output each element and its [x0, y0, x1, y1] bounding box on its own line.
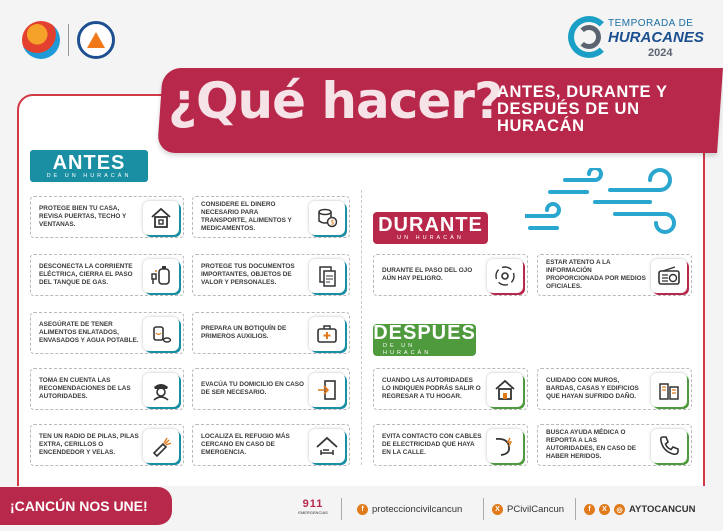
durante-tip-1: DURANTE EL PASO DEL OJO AÚN HAY PELIGRO. — [373, 254, 528, 296]
government-logos — [22, 20, 122, 60]
facebook-icon: f — [584, 504, 595, 515]
antes-tip-2: CONSIDERE EL DINERO NECESARIO PARA TRANSPORTE, ALIMENTOS Y MEDICAMENTOS. $ — [192, 196, 350, 238]
despues-tip-4: BUSCA AYUDA MÉDICA O REPORTA A LAS AUTORIDADES, EN CASO DE HABER HERIDOS. — [537, 424, 692, 466]
antes-tip-9: TEN UN RADIO DE PILAS, PILAS EXTRA, CERILLOS O ENCENDEDOR Y VELAS. — [30, 424, 184, 466]
hurricane-season-logo — [568, 14, 708, 62]
antes-tip-4: PROTEGE TUS DOCUMENTOS IMPORTANTES, OBJETOS DE VALOR Y PERSONALES. — [192, 254, 350, 296]
antes-title: ANTES — [52, 151, 126, 174]
x-handle: PCivilCancun — [507, 504, 565, 515]
despues-tip-2: CUIDADO CON MUROS, BARDAS, CASAS Y EDIFICIOS QUE HAYAN SUFRIDO DAÑO. — [537, 368, 692, 410]
antes-subtitle: DE UN HURACÁN — [46, 172, 132, 179]
exit-door-icon — [309, 373, 345, 407]
despues-tip-1: CUANDO LAS AUTORIDADES LO INDIQUEN PODRÁS SALIR O REGRESAR A TU HOGAR. — [373, 368, 528, 410]
svg-text:$: $ — [330, 218, 335, 227]
house-icon — [487, 373, 523, 407]
x-icon: X — [599, 504, 610, 515]
column-divider — [361, 190, 362, 465]
page-title: ¿Qué hacer? — [168, 72, 502, 130]
season-label: TEMPORADA DE — [608, 18, 694, 29]
antes-tip-1: PROTEGE BIEN TU CASA, REVISA PUERTAS, TECHO Y VENTANAS. — [30, 196, 184, 238]
wind-icon — [525, 168, 695, 238]
first-aid-kit-icon — [309, 317, 345, 351]
page-subtitle: ANTES, DURANTE Y DESPUÉS DE UN HURACÁN — [497, 83, 668, 135]
antes-tip-7: TOMA EN CUENTA LAS RECOMENDACIONES DE LAS AUTORIDADES. — [30, 368, 184, 410]
cancun-logo-icon — [22, 21, 60, 59]
antes-tip-5: ASEGÚRATE DE TENER ALIMENTOS ENLATADOS, ENVASADOS Y AGUA POTABLE. — [30, 312, 184, 354]
ayto-handle: AYTOCANCUN — [629, 504, 696, 515]
radio-icon — [651, 259, 687, 293]
phone-icon — [651, 429, 687, 463]
facebook-handle: proteccioncivilcancun — [372, 504, 463, 515]
facebook-link[interactable] — [357, 504, 462, 515]
durante-subtitle: UN HURACÁN — [397, 234, 464, 241]
emergency-number: 911 — [302, 498, 324, 510]
antes-tip-8: EVACÚA TU DOMICILIO EN CASO DE SER NECESARIO. — [192, 368, 350, 410]
coins-icon — [309, 201, 345, 235]
antes-tip-3: DESCONECTA LA CORRIENTE ELÉCTRICA, CIERRA EL PASO DEL TANQUE DE GAS. — [30, 254, 184, 296]
civil-protection-logo-icon — [77, 21, 115, 59]
emergency-911-badge — [298, 498, 328, 522]
durante-section-header — [373, 212, 488, 244]
despues-tip-3: EVITA CONTACTO CON CABLES DE ELECTRICIDAD QUE HAYA EN LA CALLE. — [373, 424, 528, 466]
ayto-links[interactable] — [584, 504, 696, 515]
documents-icon — [309, 259, 345, 293]
damaged-buildings-icon — [651, 373, 687, 407]
flashlight-icon — [143, 429, 179, 463]
durante-title: DURANTE — [378, 213, 483, 236]
gas-tank-plug-icon — [143, 259, 179, 293]
hurricane-icon — [487, 259, 523, 293]
durante-tip-2: ESTAR ATENTO A LA INFORMACIÓN PROPORCIONADA POR MEDIOS OFICIALES. — [537, 254, 692, 296]
antes-section-header — [30, 150, 148, 182]
shelter-icon — [309, 429, 345, 463]
season-title: HURACANES — [608, 29, 704, 46]
despues-title: DESPUÉS — [373, 322, 476, 344]
cable-icon — [487, 429, 523, 463]
antes-tip-6: PREPARA UN BOTIQUÍN DE PRIMEROS AUXILIOS. — [192, 312, 350, 354]
facebook-icon: f — [357, 504, 368, 515]
instagram-icon: ◎ — [614, 504, 625, 515]
canned-food-icon — [143, 317, 179, 351]
despues-section-header — [373, 324, 476, 356]
emergency-label: EMERGENCIAS — [298, 510, 328, 515]
officer-icon — [143, 373, 179, 407]
slogan-badge: ¡CANCÚN NOS UNE! — [0, 487, 172, 525]
x-icon: X — [492, 504, 503, 515]
antes-tip-10: LOCALIZA EL REFUGIO MÁS CERCANO EN CASO DE EMERGENCIA. — [192, 424, 350, 466]
despues-subtitle: DE UN HURACÁN — [383, 343, 432, 356]
season-year: 2024 — [648, 47, 673, 59]
x-link[interactable] — [492, 504, 564, 515]
house-icon — [143, 201, 179, 235]
